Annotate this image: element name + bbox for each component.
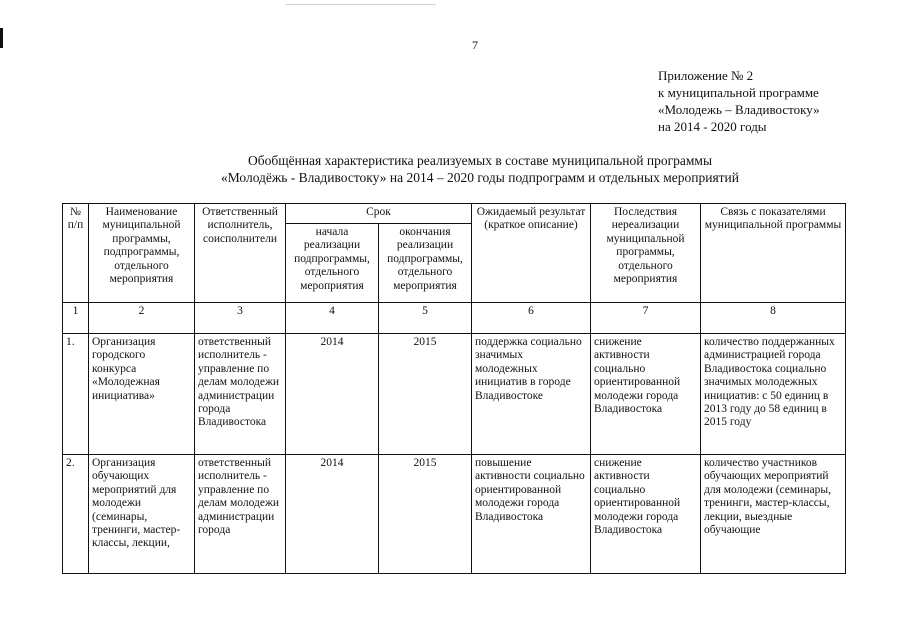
column-number: 6	[472, 303, 591, 334]
row-result: поддержка социально значимых молодежных инициатив в городе Владивостоке	[472, 334, 591, 455]
header-name: Наименование муниципальной программы, подпрограммы, отдельного мероприятия	[89, 204, 195, 303]
row-start: 2014	[286, 455, 379, 574]
row-start: 2014	[286, 334, 379, 455]
title-line-1: Обобщённая характеристика реализуемых в составе муниципальной программы	[247, 153, 713, 168]
header-executor: Ответственный исполнитель, соисполнители	[195, 204, 286, 303]
scan-top-line	[286, 4, 436, 5]
column-number-row	[63, 303, 846, 334]
program-table	[62, 203, 846, 574]
header-term: Срок	[286, 204, 472, 224]
header-indicators: Связь с показателями муниципальной программы	[701, 204, 846, 303]
row-num: 1.	[63, 334, 89, 455]
column-number: 8	[701, 303, 846, 334]
header-start: начала реализации подпрограммы, отдельного мероприятия	[286, 224, 379, 303]
table-row	[63, 455, 846, 574]
header-row	[63, 204, 846, 224]
row-indicators: количество поддержанных администрацией города Владивостока социально значимых молодежных инициатив: с 50 единиц в 2013 году до 58 единиц в 2015 году	[701, 334, 846, 455]
column-number: 4	[286, 303, 379, 334]
row-indicators: количество участников обучающих мероприятий для молодежи (семинары, тренинги, мастер-классы, лекции, выездные обучающие	[701, 455, 846, 574]
page-number: 7	[472, 38, 478, 52]
row-consequences: снижение активности социально ориентированной молодежи города Владивостока	[591, 334, 701, 455]
appendix-line: на 2014 - 2020 годы	[658, 119, 767, 134]
column-number: 3	[195, 303, 286, 334]
column-number: 7	[591, 303, 701, 334]
column-number: 1	[63, 303, 89, 334]
header-end: окончания реализации подпрограммы, отдельного мероприятия	[379, 224, 472, 303]
row-result: повышение активности социально ориентированной молодежи города Владивостока	[472, 455, 591, 574]
table-row	[63, 334, 846, 455]
header-num: № п/п	[63, 204, 89, 303]
row-end: 2015	[379, 334, 472, 455]
row-num: 2.	[63, 455, 89, 574]
column-number: 2	[89, 303, 195, 334]
row-consequences: снижение активности социально ориентированной молодежи города Владивостока	[591, 455, 701, 574]
row-name: Организация городского конкурса «Молодежная инициатива»	[89, 334, 195, 455]
title-line-2: «Молодёжь - Владивостоку» на 2014 – 2020 годы подпрограмм и отдельных мероприятий	[220, 170, 740, 185]
row-executor: ответственный исполнитель - управление по делам молодежи администрации города	[195, 455, 286, 574]
appendix-line: Приложение № 2	[658, 68, 754, 83]
row-executor: ответственный исполнитель - управление по делам молодежи администрации города Владивостока	[195, 334, 286, 455]
appendix-line: к муниципальной программе	[658, 85, 819, 100]
row-name: Организация обучающих мероприятий для молодежи (семинары, тренинги, мастер-классы, лекции,	[89, 455, 195, 574]
column-number: 5	[379, 303, 472, 334]
document-title	[160, 152, 800, 186]
appendix-line: «Молодежь – Владивостоку»	[658, 102, 820, 117]
appendix-block	[658, 67, 820, 135]
header-result: Ожидаемый результат (краткое описание)	[472, 204, 591, 303]
header-consequences: Последствия нереализации муниципальной программы, отдельного мероприятия	[591, 204, 701, 303]
row-end: 2015	[379, 455, 472, 574]
